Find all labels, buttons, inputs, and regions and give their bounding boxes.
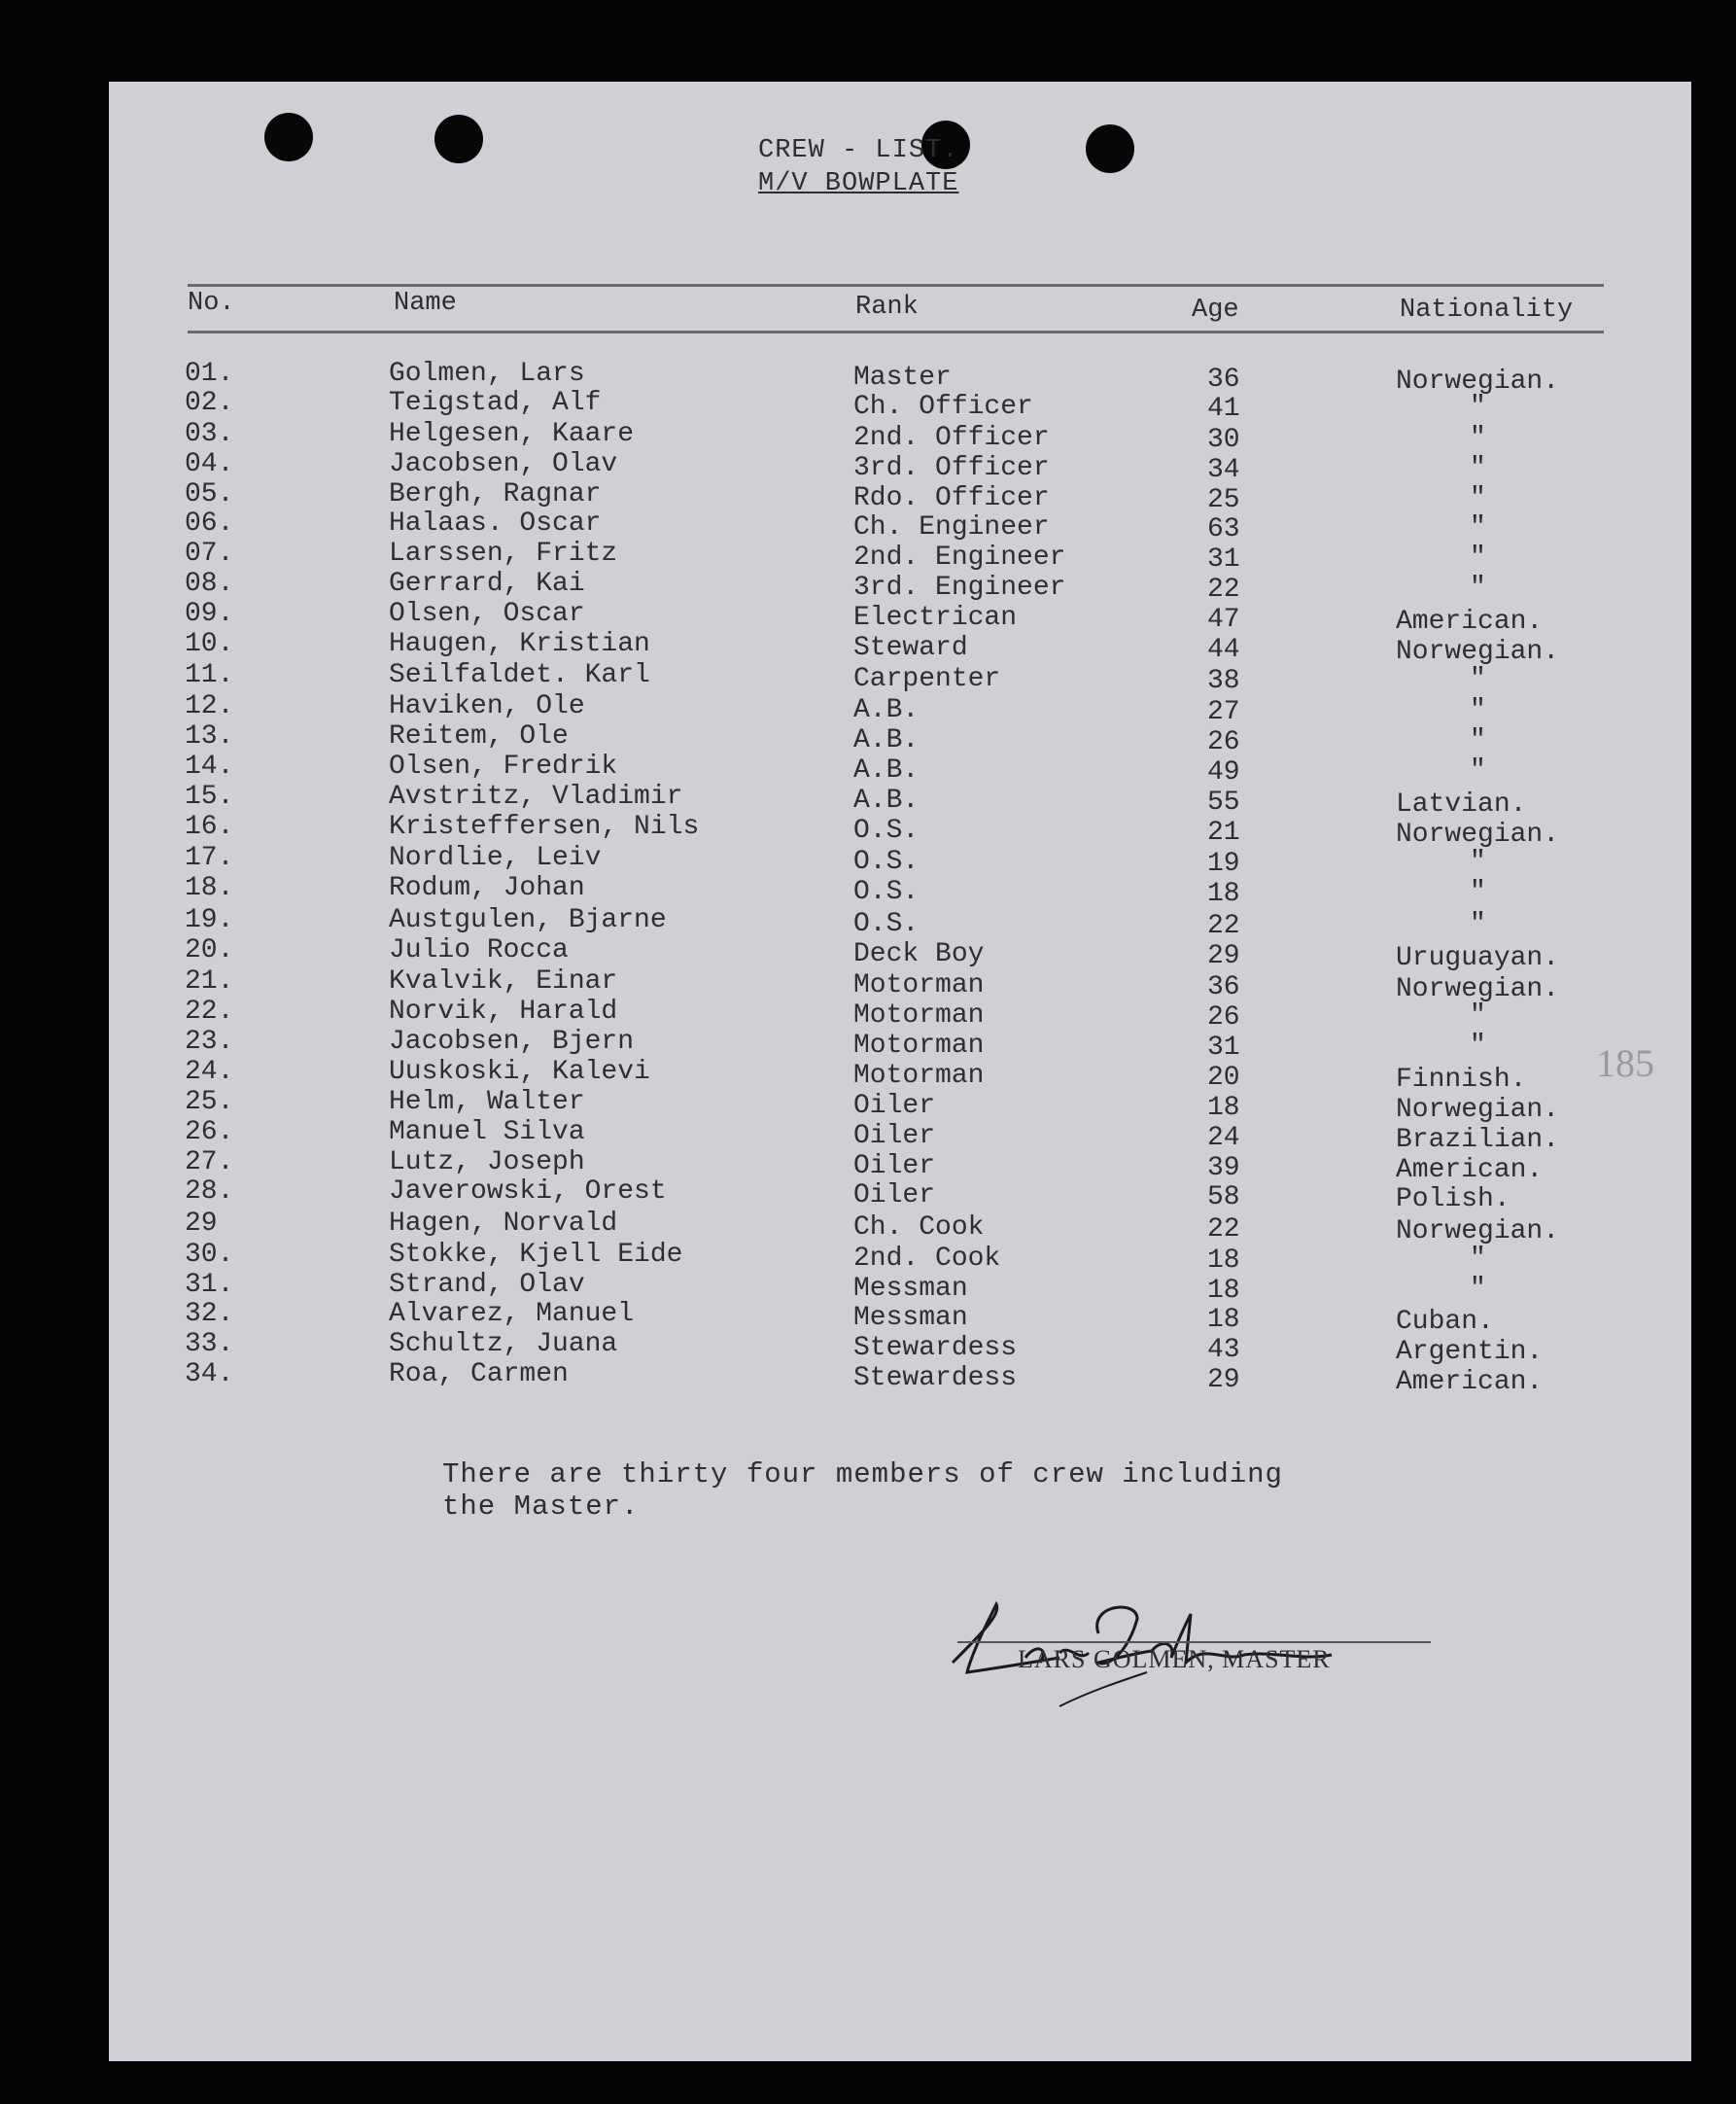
crew-cell-name: Helm, Walter xyxy=(389,1087,585,1117)
crew-cell-nationality: " xyxy=(1470,573,1486,603)
crew-cell-name: Stokke, Kjell Eide xyxy=(389,1240,683,1270)
crew-cell-name: Schultz, Juana xyxy=(389,1329,618,1359)
punch-hole xyxy=(1086,124,1134,173)
crew-cell-no: 09. xyxy=(185,599,234,629)
crew-cell-rank: Motorman xyxy=(853,1000,985,1031)
crew-cell-age: 41 xyxy=(1207,394,1240,424)
crew-cell-no: 07. xyxy=(185,539,234,569)
crew-cell-no: 03. xyxy=(185,419,234,449)
crew-cell-name: Golmen, Lars xyxy=(389,359,585,389)
crew-cell-rank: A.B. xyxy=(853,725,920,755)
crew-cell-age: 55 xyxy=(1207,788,1240,818)
crew-cell-no: 23. xyxy=(185,1027,234,1057)
header-rule-top xyxy=(188,284,1604,287)
crew-cell-name: Helgesen, Kaare xyxy=(389,419,635,449)
crew-cell-nationality: Polish. xyxy=(1396,1184,1510,1214)
crew-cell-rank: Oiler xyxy=(853,1151,936,1181)
crew-cell-rank: Steward xyxy=(853,633,968,663)
crew-cell-no: 22. xyxy=(185,997,234,1027)
crew-cell-no: 21. xyxy=(185,966,234,997)
crew-cell-no: 16. xyxy=(185,812,234,842)
crew-cell-age: 22 xyxy=(1207,575,1240,605)
crew-cell-no: 32. xyxy=(185,1299,234,1329)
crew-cell-rank: Oiler xyxy=(853,1180,936,1210)
crew-cell-nationality: Cuban. xyxy=(1396,1307,1494,1337)
crew-cell-name: Austgulen, Bjarne xyxy=(389,905,667,935)
crew-cell-no: 02. xyxy=(185,388,234,418)
crew-cell-age: 30 xyxy=(1207,425,1240,455)
header-rule-bottom xyxy=(188,331,1604,333)
crew-cell-rank: Stewardess xyxy=(853,1363,1018,1393)
crew-cell-rank: Oiler xyxy=(853,1091,936,1121)
vessel-name: M/V BOWPLATE xyxy=(758,169,959,198)
crew-cell-name: Nordlie, Leiv xyxy=(389,843,602,873)
crew-cell-age: 26 xyxy=(1207,1002,1240,1033)
crew-cell-age: 22 xyxy=(1207,911,1240,941)
crew-cell-nationality: " xyxy=(1470,512,1486,543)
crew-cell-nationality: Brazilian. xyxy=(1396,1125,1560,1155)
crew-cell-name: Strand, Olav xyxy=(389,1270,585,1300)
crew-cell-nationality: " xyxy=(1470,725,1486,755)
crew-cell-rank: Motorman xyxy=(853,1031,985,1061)
column-header-age: Age xyxy=(1192,296,1239,325)
crew-cell-age: 34 xyxy=(1207,455,1240,485)
crew-cell-no: 25. xyxy=(185,1087,234,1117)
crew-cell-nationality: Norwegian. xyxy=(1396,367,1560,397)
crew-cell-name: Gerrard, Kai xyxy=(389,569,585,599)
column-header-name: Name xyxy=(394,289,457,318)
crew-cell-nationality: Norwegian. xyxy=(1396,1095,1560,1125)
crew-cell-no: 26. xyxy=(185,1117,234,1147)
crew-cell-rank: 3rd. Officer xyxy=(853,453,1050,483)
crew-cell-age: 21 xyxy=(1207,818,1240,848)
crew-cell-rank: Ch. Engineer xyxy=(853,512,1050,543)
crew-cell-rank: Stewardess xyxy=(853,1333,1018,1363)
crew-cell-no: 14. xyxy=(185,752,234,782)
crew-cell-no: 10. xyxy=(185,629,234,659)
crew-cell-rank: 2nd. Engineer xyxy=(853,543,1066,573)
crew-cell-age: 63 xyxy=(1207,514,1240,544)
crew-cell-no: 01. xyxy=(185,359,234,389)
crew-cell-rank: 3rd. Engineer xyxy=(853,573,1066,603)
crew-cell-name: Olsen, Oscar xyxy=(389,599,585,629)
crew-cell-age: 20 xyxy=(1207,1063,1240,1093)
crew-cell-rank: Master xyxy=(853,363,952,393)
crew-cell-nationality: " xyxy=(1470,1274,1486,1304)
crew-cell-nationality: Argentin. xyxy=(1396,1337,1544,1367)
crew-cell-rank: Ch. Cook xyxy=(853,1212,985,1243)
crew-cell-name: Javerowski, Orest xyxy=(389,1176,667,1207)
crew-cell-rank: O.S. xyxy=(853,909,920,939)
crew-cell-name: Teigstad, Alf xyxy=(389,388,602,418)
crew-cell-name: Jacobsen, Bjern xyxy=(389,1027,635,1057)
punch-hole xyxy=(434,115,483,163)
crew-cell-no: 06. xyxy=(185,508,234,539)
crew-count-note-cont: the Master. xyxy=(442,1490,640,1523)
crew-cell-age: 26 xyxy=(1207,727,1240,757)
crew-cell-age: 31 xyxy=(1207,1033,1240,1063)
crew-cell-rank: A.B. xyxy=(853,755,920,786)
crew-cell-rank: Messman xyxy=(853,1274,968,1304)
crew-cell-age: 18 xyxy=(1207,1093,1240,1123)
crew-cell-nationality: " xyxy=(1470,1244,1486,1274)
crew-cell-no: 15. xyxy=(185,782,234,812)
crew-cell-age: 18 xyxy=(1207,1276,1240,1306)
crew-cell-no: 17. xyxy=(185,843,234,873)
crew-cell-age: 43 xyxy=(1207,1335,1240,1365)
signature-line xyxy=(957,1641,1431,1643)
crew-cell-rank: A.B. xyxy=(853,786,920,816)
crew-cell-rank: O.S. xyxy=(853,816,920,846)
crew-cell-name: Avstritz, Vladimir xyxy=(389,782,683,812)
crew-cell-age: 29 xyxy=(1207,941,1240,971)
crew-cell-name: Reitem, Ole xyxy=(389,721,569,752)
crew-cell-rank: Electrican xyxy=(853,603,1018,633)
crew-cell-rank: Motorman xyxy=(853,1061,985,1091)
crew-cell-rank: O.S. xyxy=(853,847,920,877)
crew-count-note: There are thirty four members of crew including xyxy=(442,1458,1283,1490)
signatory-caption: LARS GOLMEN, MASTER xyxy=(1018,1645,1331,1673)
crew-cell-age: 39 xyxy=(1207,1153,1240,1183)
crew-cell-nationality: " xyxy=(1470,543,1486,573)
crew-cell-no: 28. xyxy=(185,1176,234,1207)
crew-cell-nationality: " xyxy=(1470,423,1486,453)
crew-cell-nationality: Uruguayan. xyxy=(1396,943,1560,973)
crew-cell-name: Olsen, Fredrik xyxy=(389,752,618,782)
crew-cell-age: 44 xyxy=(1207,635,1240,665)
crew-cell-no: 30. xyxy=(185,1240,234,1270)
punch-hole xyxy=(264,113,313,161)
crew-cell-rank: 2nd. Officer xyxy=(853,423,1050,453)
crew-cell-name: Lutz, Joseph xyxy=(389,1147,585,1177)
crew-cell-name: Haugen, Kristian xyxy=(389,629,650,659)
crew-cell-name: Hagen, Norvald xyxy=(389,1209,618,1239)
column-header-rank: Rank xyxy=(855,293,919,322)
crew-cell-name: Julio Rocca xyxy=(389,935,569,965)
crew-cell-age: 18 xyxy=(1207,1245,1240,1276)
crew-cell-age: 58 xyxy=(1207,1182,1240,1212)
document-title: CREW - LIST. xyxy=(758,136,959,165)
crew-cell-nationality: Finnish. xyxy=(1396,1065,1527,1095)
signature xyxy=(943,1575,1371,1711)
crew-cell-nationality: " xyxy=(1470,877,1486,907)
crew-cell-rank: Motorman xyxy=(853,970,985,1000)
crew-cell-name: Alvarez, Manuel xyxy=(389,1299,635,1329)
crew-cell-rank: A.B. xyxy=(853,695,920,725)
crew-cell-rank: Messman xyxy=(853,1303,968,1333)
crew-cell-no: 13. xyxy=(185,721,234,752)
crew-cell-name: Kristeffersen, Nils xyxy=(389,812,700,842)
crew-cell-nationality: Latvian. xyxy=(1396,789,1527,820)
crew-cell-no: 08. xyxy=(185,569,234,599)
crew-cell-nationality: " xyxy=(1470,483,1486,513)
crew-cell-age: 27 xyxy=(1207,697,1240,727)
crew-cell-no: 29 xyxy=(185,1209,218,1239)
crew-cell-no: 31. xyxy=(185,1270,234,1300)
crew-cell-age: 22 xyxy=(1207,1214,1240,1245)
crew-cell-no: 20. xyxy=(185,935,234,965)
crew-cell-age: 47 xyxy=(1207,605,1240,635)
crew-cell-age: 36 xyxy=(1207,365,1240,395)
crew-cell-name: Larssen, Fritz xyxy=(389,539,618,569)
crew-cell-nationality: Norwegian. xyxy=(1396,820,1560,850)
crew-cell-name: Kvalvik, Einar xyxy=(389,966,618,997)
crew-cell-nationality: " xyxy=(1470,695,1486,725)
crew-cell-name: Norvik, Harald xyxy=(389,997,618,1027)
crew-cell-age: 25 xyxy=(1207,485,1240,515)
crew-cell-nationality: " xyxy=(1470,392,1486,422)
crew-cell-no: 33. xyxy=(185,1329,234,1359)
column-header-nationality: Nationality xyxy=(1400,296,1574,325)
crew-cell-no: 11. xyxy=(185,660,234,690)
crew-cell-name: Bergh, Ragnar xyxy=(389,479,602,509)
crew-cell-nationality: " xyxy=(1470,453,1486,483)
crew-cell-no: 05. xyxy=(185,479,234,509)
crew-cell-name: Manuel Silva xyxy=(389,1117,585,1147)
crew-cell-nationality: American. xyxy=(1396,1367,1544,1397)
crew-cell-name: Roa, Carmen xyxy=(389,1359,569,1389)
crew-cell-rank: Ch. Officer xyxy=(853,392,1033,422)
crew-cell-rank: O.S. xyxy=(853,877,920,907)
crew-cell-age: 36 xyxy=(1207,972,1240,1002)
column-header-no: No. xyxy=(188,289,235,318)
crew-cell-no: 24. xyxy=(185,1057,234,1087)
crew-cell-nationality: Norwegian. xyxy=(1396,637,1560,667)
crew-cell-rank: Carpenter xyxy=(853,664,1001,694)
crew-cell-nationality: " xyxy=(1470,909,1486,939)
crew-cell-age: 49 xyxy=(1207,757,1240,788)
crew-cell-name: Uuskoski, Kalevi xyxy=(389,1057,650,1087)
crew-cell-nationality: American. xyxy=(1396,607,1544,637)
crew-cell-age: 18 xyxy=(1207,1305,1240,1335)
crew-cell-nationality: " xyxy=(1470,1031,1486,1061)
crew-cell-rank: Rdo. Officer xyxy=(853,483,1050,513)
crew-cell-age: 29 xyxy=(1207,1365,1240,1395)
crew-cell-no: 34. xyxy=(185,1359,234,1389)
crew-cell-age: 18 xyxy=(1207,879,1240,909)
crew-cell-nationality: American. xyxy=(1396,1155,1544,1185)
crew-cell-nationality: " xyxy=(1470,664,1486,694)
crew-cell-nationality: Norwegian. xyxy=(1396,1216,1560,1246)
crew-cell-nationality: " xyxy=(1470,755,1486,786)
crew-cell-age: 24 xyxy=(1207,1123,1240,1153)
crew-cell-no: 18. xyxy=(185,873,234,903)
crew-cell-no: 19. xyxy=(185,905,234,935)
crew-cell-no: 27. xyxy=(185,1147,234,1177)
crew-cell-age: 38 xyxy=(1207,666,1240,696)
crew-cell-name: Jacobsen, Olav xyxy=(389,449,618,479)
crew-cell-name: Rodum, Johan xyxy=(389,873,585,903)
crew-cell-name: Seilfaldet. Karl xyxy=(389,660,650,690)
crew-cell-no: 04. xyxy=(185,449,234,479)
crew-cell-nationality: Norwegian. xyxy=(1396,974,1560,1004)
crew-cell-age: 19 xyxy=(1207,849,1240,879)
crew-cell-age: 31 xyxy=(1207,544,1240,575)
crew-cell-nationality: " xyxy=(1470,1000,1486,1031)
page-stamp-number: 185 xyxy=(1596,1041,1654,1085)
crew-cell-rank: Deck Boy xyxy=(853,939,985,969)
crew-cell-name: Haviken, Ole xyxy=(389,691,585,721)
crew-cell-no: 12. xyxy=(185,691,234,721)
crew-cell-rank: 2nd. Cook xyxy=(853,1244,1001,1274)
crew-cell-nationality: " xyxy=(1470,847,1486,877)
crew-cell-name: Halaas. Oscar xyxy=(389,508,602,539)
crew-cell-rank: Oiler xyxy=(853,1121,936,1151)
